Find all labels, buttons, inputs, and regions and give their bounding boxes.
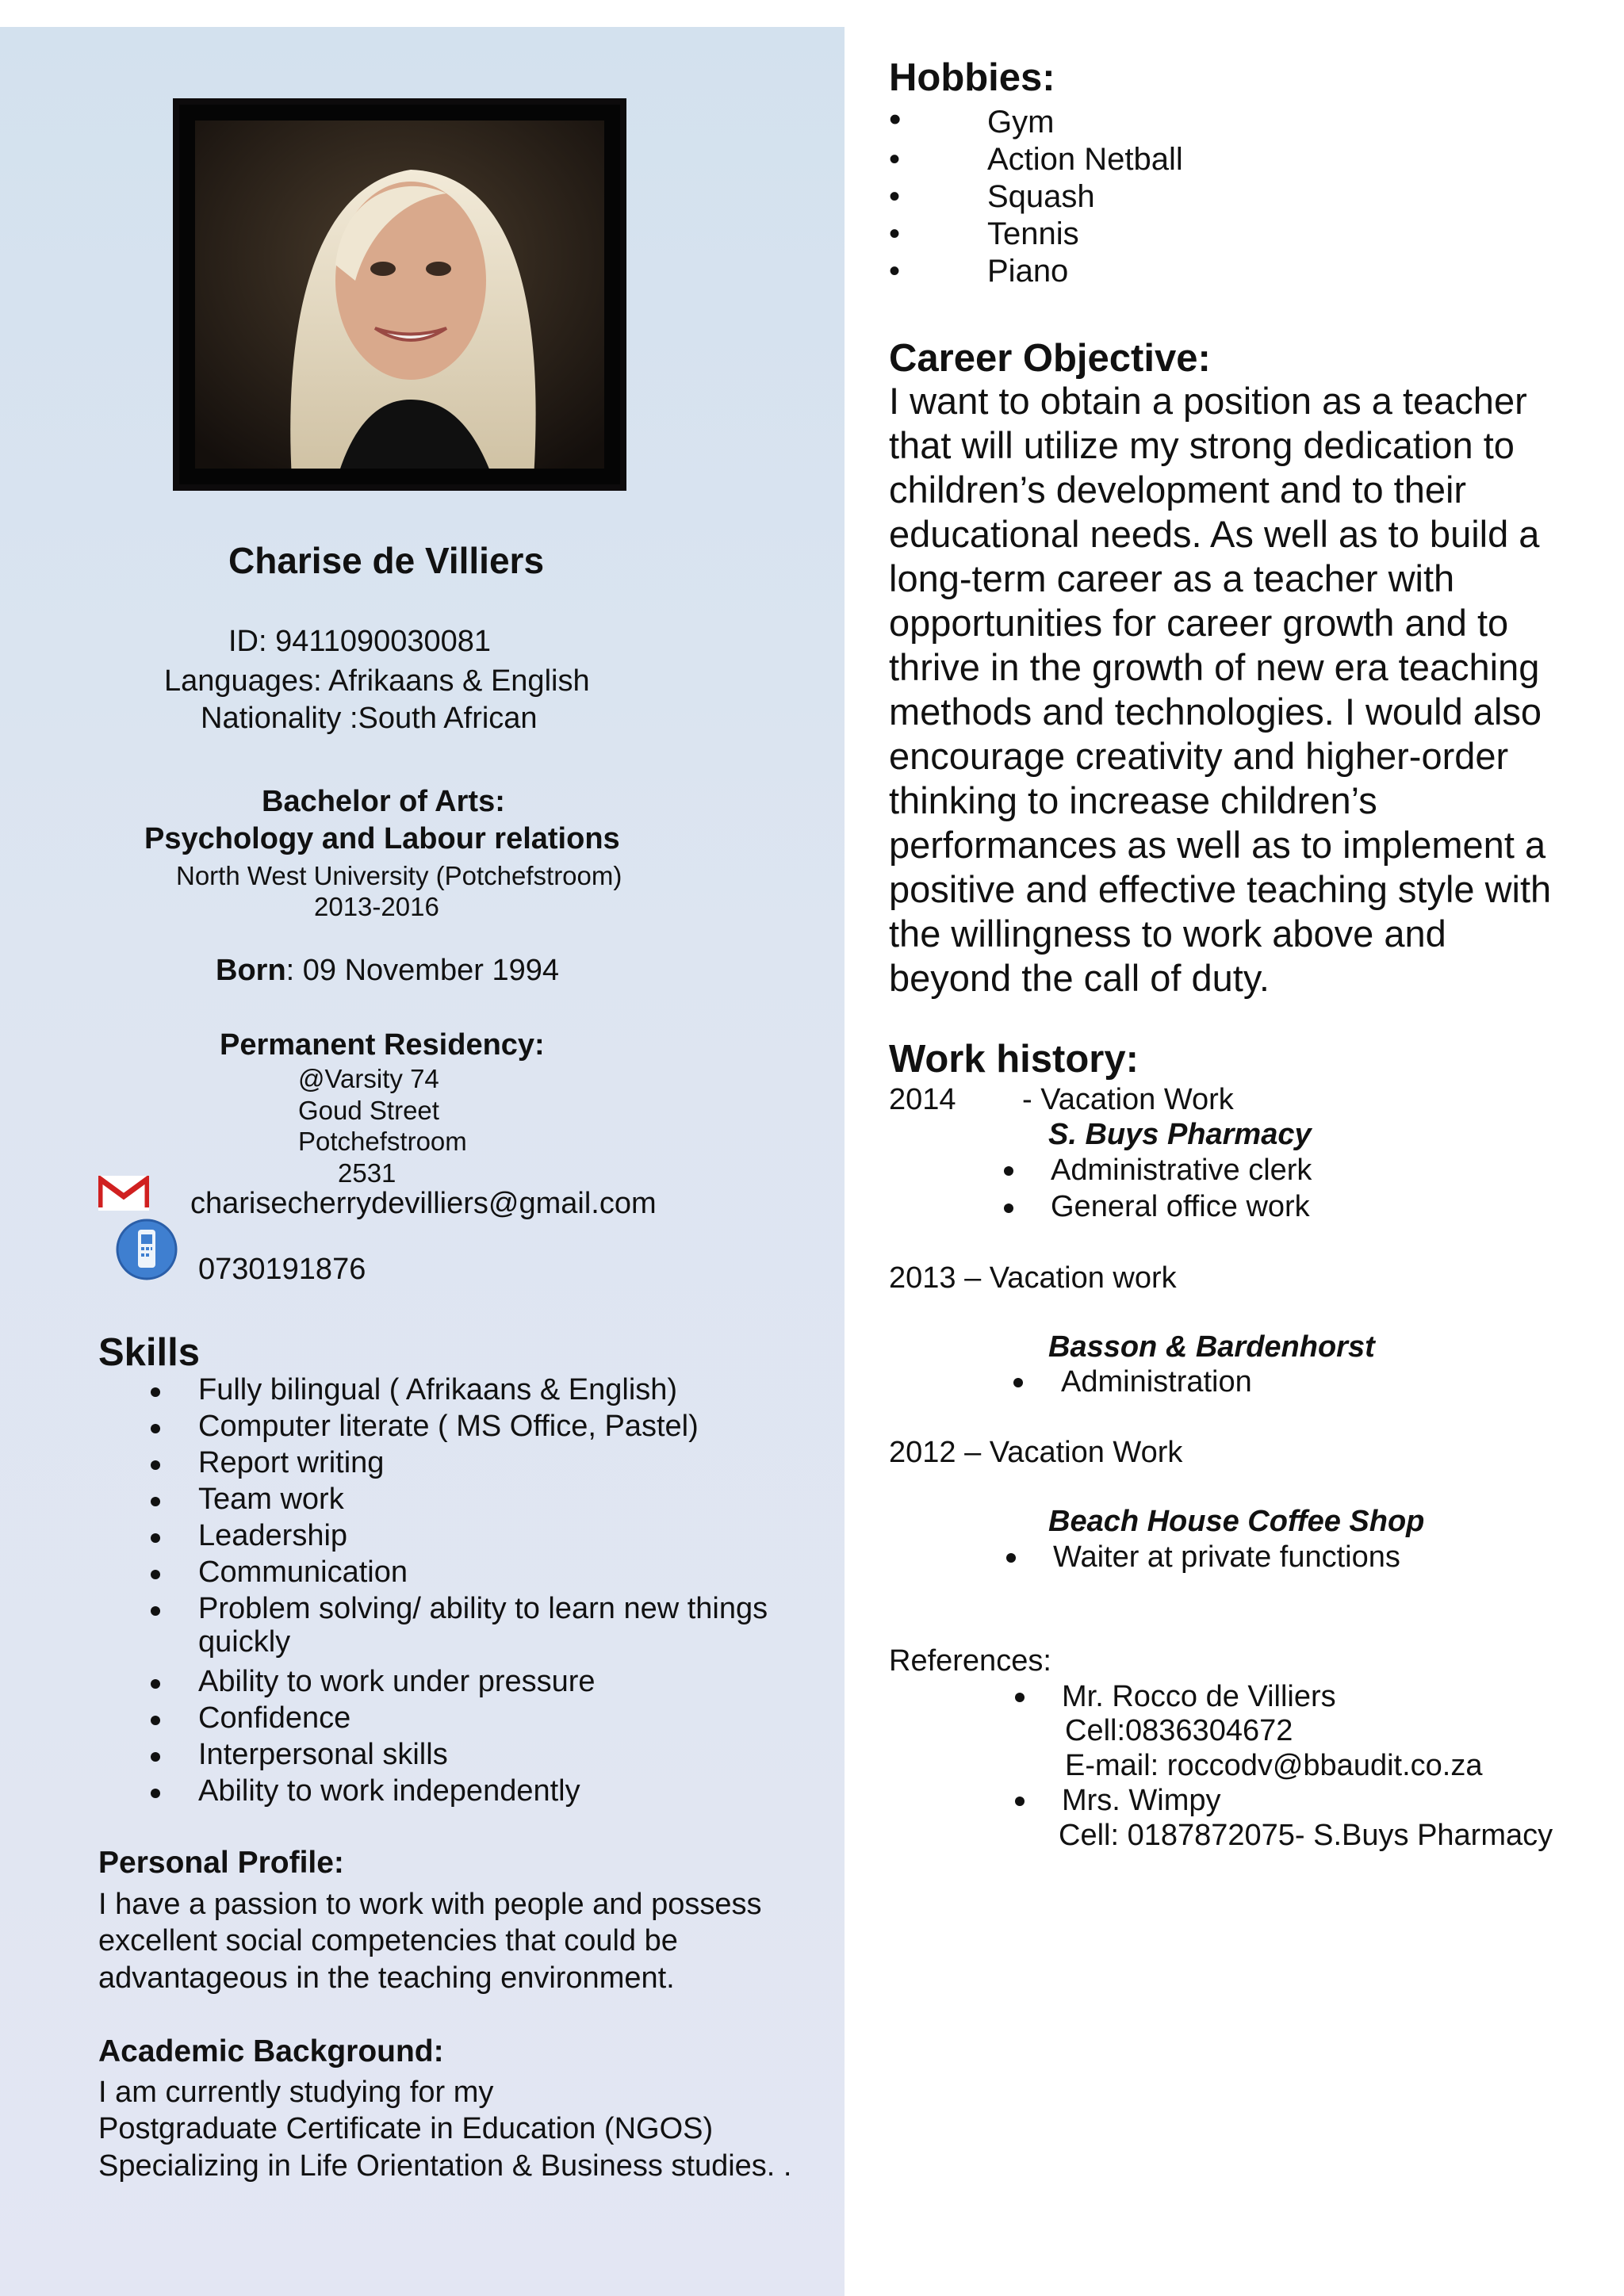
skill-item: Ability to work under pressure — [198, 1665, 596, 1698]
address-line-2: Goud Street — [298, 1096, 439, 1125]
reference-1-name: Mr. Rocco de Villiers — [1062, 1680, 1336, 1713]
languages-line: Languages: Afrikaans & English — [164, 664, 590, 698]
bullet-icon — [1006, 1553, 1016, 1563]
work-2012-employer: Beach House Coffee Shop — [1048, 1505, 1425, 1538]
reference-1-email[interactable]: E-mail: roccodv@bbaudit.co.za — [1065, 1749, 1483, 1782]
residency-label: Permanent Residency: — [220, 1028, 545, 1062]
work-2014-duty-2: General office work — [1051, 1190, 1310, 1223]
born-value: : 09 November 1994 — [285, 954, 559, 987]
bullet-icon: • — [889, 179, 901, 214]
bullet-icon — [151, 1387, 160, 1397]
bullet-icon — [151, 1424, 160, 1433]
phone-number[interactable]: 0730191876 — [198, 1253, 366, 1286]
personal-profile-line-3: advantageous in the teaching environment. — [98, 1961, 675, 1995]
work-2013-employer: Basson & Bardenhorst — [1048, 1330, 1375, 1364]
hobby-item: Squash — [987, 179, 1095, 214]
work-2014-duty-1: Administrative clerk — [1051, 1154, 1312, 1187]
bullet-icon — [151, 1752, 160, 1762]
bullet-icon — [151, 1606, 160, 1616]
references-heading: References: — [889, 1644, 1051, 1678]
skill-item: Fully bilingual ( Afrikaans & English) — [198, 1373, 678, 1406]
bullet-icon — [151, 1533, 160, 1543]
university: North West University (Potchefstroom) — [176, 861, 622, 890]
bullet-icon: • — [889, 216, 901, 251]
bullet-icon — [151, 1570, 160, 1579]
bullet-icon — [1015, 1693, 1025, 1702]
academic-heading: Academic Background: — [98, 2034, 444, 2068]
skill-item: quickly — [198, 1625, 291, 1659]
hobby-item: Gym — [987, 105, 1055, 140]
degree-title: Bachelor of Arts: — [262, 785, 505, 818]
bullet-icon — [151, 1716, 160, 1725]
hobby-item: Tennis — [987, 216, 1079, 251]
hobby-item: Action Netball — [987, 142, 1183, 177]
gmail-icon — [98, 1176, 149, 1211]
work-2014-title: - Vacation Work — [1022, 1083, 1234, 1116]
academic-line-1: I am currently studying for my — [98, 2076, 494, 2109]
bullet-icon — [151, 1497, 160, 1506]
skill-item: Report writing — [198, 1446, 385, 1479]
skill-item: Leadership — [198, 1519, 348, 1552]
address-line-4: 2531 — [338, 1158, 396, 1188]
born-label: Born — [216, 954, 286, 987]
skills-heading: Skills — [98, 1331, 201, 1374]
bullet-icon — [1004, 1203, 1013, 1213]
nationality-line: Nationality :South African — [201, 702, 538, 735]
reference-1-cell: Cell:0836304672 — [1065, 1714, 1293, 1747]
candidate-name: Charise de Villiers — [228, 540, 545, 581]
bullet-icon — [151, 1460, 160, 1470]
hobby-item: Piano — [987, 254, 1069, 289]
academic-line-2: Postgraduate Certificate in Education (NGOS) — [98, 2112, 714, 2145]
bullet-icon — [1013, 1378, 1023, 1387]
bullet-icon — [1004, 1166, 1013, 1176]
bullet-icon — [151, 1789, 160, 1798]
skill-item: Communication — [198, 1556, 408, 1589]
phone-icon — [116, 1219, 178, 1280]
bullet-icon — [151, 1679, 160, 1689]
address-line-1: @Varsity 74 — [298, 1064, 439, 1093]
bullet-icon: • — [889, 142, 901, 177]
skill-item: Confidence — [198, 1701, 351, 1735]
profile-photo — [173, 98, 626, 491]
work-2012-duty-1: Waiter at private functions — [1053, 1540, 1400, 1574]
work-history-heading: Work history: — [889, 1038, 1139, 1081]
bullet-icon: • — [889, 254, 901, 289]
personal-profile-line-1: I have a passion to work with people and possess — [98, 1888, 762, 1921]
address-line-3: Potchefstroom — [298, 1127, 467, 1156]
work-2014-employer: S. Buys Pharmacy — [1048, 1118, 1312, 1151]
academic-line-3: Specializing in Life Orientation & Business studies. . — [98, 2149, 792, 2183]
personal-profile-heading: Personal Profile: — [98, 1846, 344, 1880]
work-2013-duty-1: Administration — [1061, 1365, 1252, 1399]
skill-item: Computer literate ( MS Office, Pastel) — [198, 1410, 699, 1443]
skill-item: Interpersonal skills — [198, 1738, 448, 1771]
id-line: ID: 9411090030081 — [228, 625, 492, 658]
career-objective-heading: Career Objective: — [889, 337, 1211, 380]
bullet-icon: • — [889, 100, 902, 139]
skill-item: Team work — [198, 1483, 344, 1516]
hobbies-heading: Hobbies: — [889, 56, 1055, 99]
career-objective-text: I want to obtain a position as a teacher that will utilize my strong dedication to children’s development and to their educational needs. As well as to build a long-term career as a teacher with opportunities for career growth and to thrive in the growth of new era teaching methods and technologies. I would also encourage creativity and higher-order thinking to increase children’s performances as well as to implement a positive and effective teaching style with the willingness to work above and beyond the call of duty. — [889, 380, 1552, 999]
skill-item: Problem solving/ ability to learn new things — [198, 1592, 768, 1625]
born-line — [216, 954, 559, 988]
study-years: 2013-2016 — [314, 892, 439, 921]
skill-item: Ability to work independently — [198, 1774, 580, 1808]
work-2013-period: 2013 – Vacation work — [889, 1261, 1177, 1295]
bullet-icon — [1015, 1797, 1025, 1806]
work-2014-period: 2014 — [889, 1083, 956, 1116]
work-2012-period: 2012 – Vacation Work — [889, 1436, 1183, 1469]
reference-2-name: Mrs. Wimpy — [1062, 1784, 1221, 1817]
personal-profile-line-2: excellent social competencies that could be — [98, 1924, 678, 1957]
email-address[interactable]: charisecherrydevilliers@gmail.com — [190, 1187, 657, 1220]
reference-2-cell: Cell: 0187872075- S.Buys Pharmacy — [1059, 1819, 1553, 1852]
degree-subject: Psychology and Labour relations — [144, 822, 620, 855]
